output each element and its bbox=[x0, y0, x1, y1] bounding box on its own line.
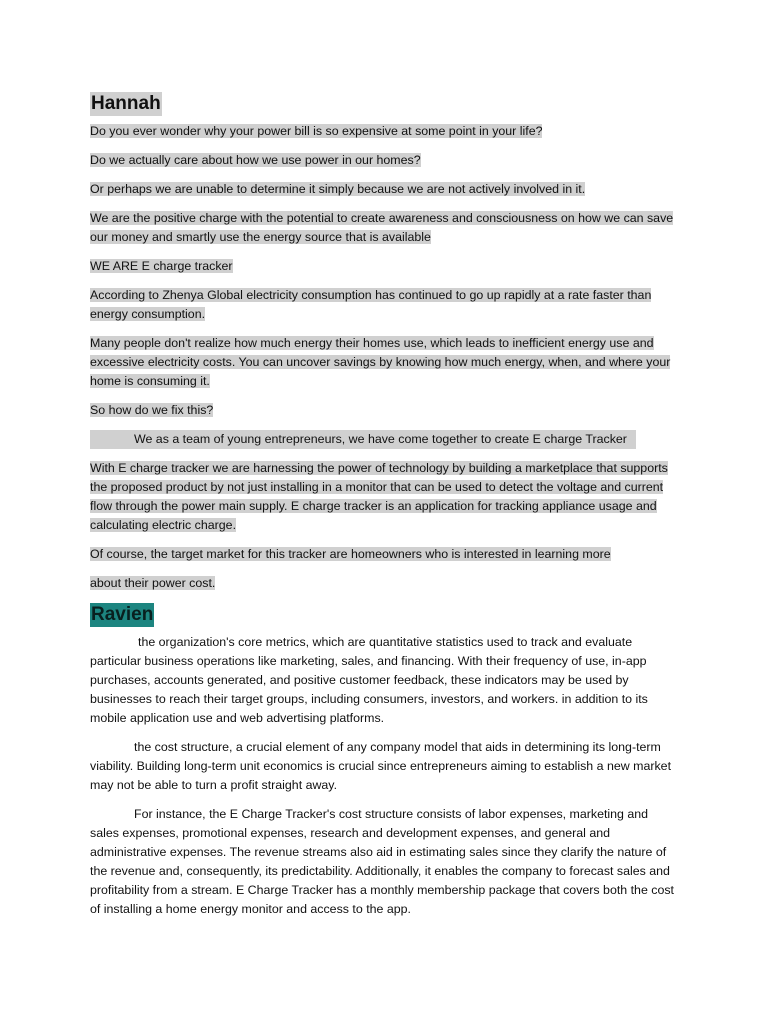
paragraph-text: Or perhaps we are unable to determine it simply because we are not actively involved in it. bbox=[90, 182, 586, 196]
paragraph-text: about their power cost. bbox=[90, 576, 216, 590]
paragraph bbox=[90, 257, 676, 276]
section-ravien bbox=[90, 603, 676, 919]
section-heading-hannah: Hannah bbox=[91, 93, 161, 114]
paragraph-text: Of course, the target market for this tracker are homeowners who is interested in learning more bbox=[90, 547, 611, 561]
paragraph bbox=[90, 122, 676, 141]
paragraph bbox=[90, 545, 676, 564]
paragraph-text: Do you ever wonder why your power bill is so expensive at some point in your life? bbox=[90, 124, 543, 138]
paragraph: For instance, the E Charge Tracker's cost structure consists of labor expenses, marketing and sales expenses, promotional expenses, research and development expenses, and general and administrative expenses. The revenue streams also aid in estimating sales since they clarify the nature of the revenue and, consequently, its predictability. Additionally, it enables the company to forecast sales and profitability from a stream. E Charge Tracker has a monthly membership package that covers both the cost of installing a home energy monitor and access to the app. bbox=[90, 807, 674, 916]
paragraph bbox=[90, 180, 676, 199]
paragraph-text: With E charge tracker we are harnessing the power of technology by building a marketplace that supports the proposed product by not just installing in a monitor that can be used to detect the voltage and current flow through the power main supply. E charge tracker is an application for tracking appliance usage and calculating electric charge. bbox=[90, 461, 668, 532]
paragraph-text: Many people don't realize how much energy their homes use, which leads to inefficient energy use and excessive electricity costs. You can uncover savings by knowing how much energy, when, and where your home is consuming it. bbox=[90, 336, 671, 388]
paragraph-text: So how do we fix this? bbox=[90, 403, 214, 417]
paragraph: the organization's core metrics, which are quantitative statistics used to track and evaluate particular business operations like marketing, sales, and financing. With their frequency of use, in-app purchases, accounts generated, and positive customer feedback, these indicators may be used by businesses to reach their target groups, including consumers, investors, and workers. in addition to its mobile application use and web advertising platforms. bbox=[90, 635, 648, 725]
paragraph-text: We are the positive charge with the potential to create awareness and consciousness on how we can save our money and smartly use the energy source that is available bbox=[90, 211, 674, 244]
section-hannah bbox=[90, 92, 676, 593]
paragraph bbox=[90, 151, 676, 170]
paragraph: the cost structure, a crucial element of any company model that aids in determining its long-term viability. Building long-term unit economics is crucial since entrepreneurs aiming to establish a new market may not be able to turn a profit straight away. bbox=[90, 740, 672, 792]
paragraph bbox=[90, 334, 676, 391]
paragraph bbox=[90, 209, 676, 247]
paragraph-text: Do we actually care about how we use power in our homes? bbox=[90, 153, 421, 167]
paragraph bbox=[90, 401, 676, 420]
paragraph-indented: We as a team of young entrepreneurs, we have come together to create E charge Tracker bbox=[90, 430, 636, 449]
paragraph bbox=[90, 459, 676, 535]
paragraph bbox=[90, 286, 676, 324]
section-heading-ravien: Ravien bbox=[91, 604, 154, 625]
paragraph-text: According to Zhenya Global electricity consumption has continued to go up rapidly at a rate faster than energy consumption. bbox=[90, 288, 652, 321]
paragraph bbox=[90, 574, 676, 593]
paragraph-text: WE ARE E charge tracker bbox=[90, 259, 233, 273]
